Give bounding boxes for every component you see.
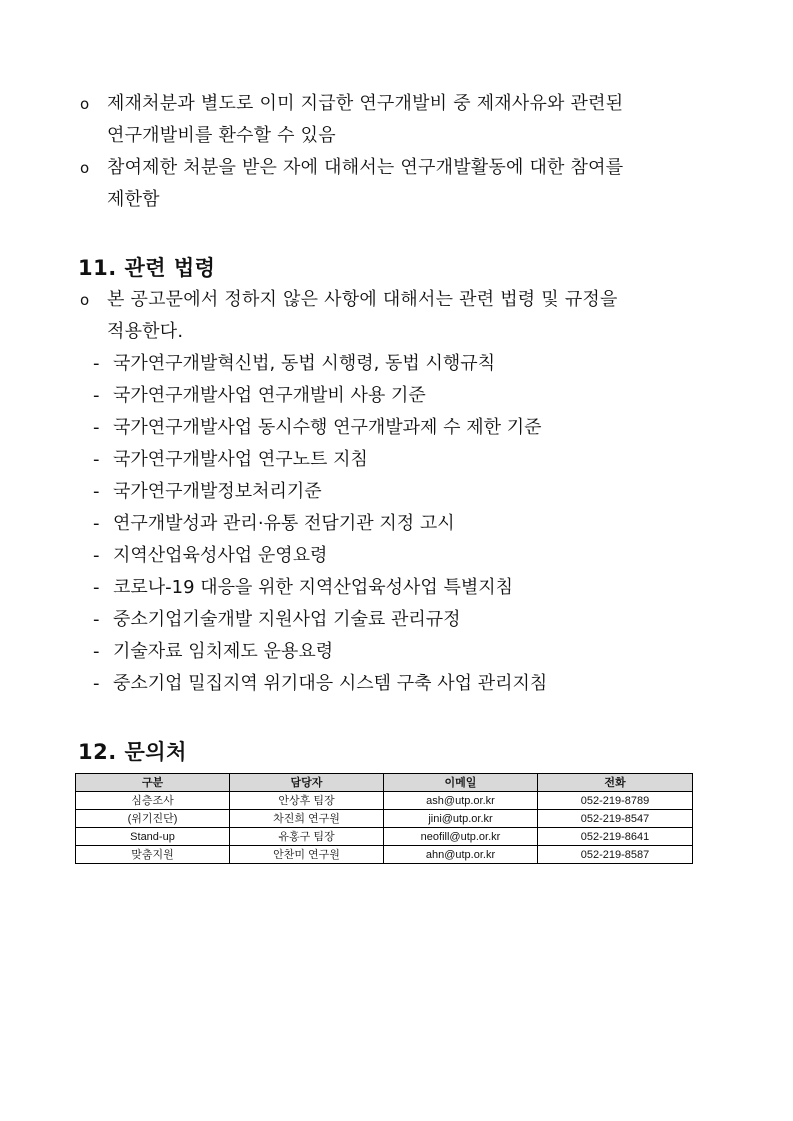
law-item: - 국가연구개발사업 연구노트 지침 [93,449,368,470]
law-item: - 기술자료 임치제도 운용요령 [93,641,334,662]
bullet-text [107,88,720,152]
bullet-line: 제한함 [107,189,160,210]
header-phone: 전화 [538,774,693,792]
person-cell: 차진희 연구원 [230,810,384,828]
table-row [76,846,693,864]
bullet-mark: ο [80,291,90,309]
header-person: 담당자 [230,774,384,792]
email-cell: neofill@utp.or.kr [384,828,538,846]
category-cell: 심층조사 [76,792,230,810]
phone-cell: 052-219-8641 [538,828,693,846]
law-item: - 지역산업육성사업 운영요령 [93,545,328,566]
law-item: - 국가연구개발혁신법, 동법 시행령, 동법 시행규칙 [93,353,496,374]
bullet-text [107,284,720,348]
law-item: - 중소기업 밀집지역 위기대응 시스템 구축 사업 관리지침 [93,673,548,694]
table-row [76,792,693,810]
bullet-line: 참여제한 처분을 받은 자에 대해서는 연구개발활동에 대한 참여를 [107,157,624,178]
person-cell: 유홍구 팀장 [230,828,384,846]
category-cell: Stand-up [76,828,230,846]
table-row [76,810,693,828]
category-cell: 맞춤지원 [76,846,230,864]
bullet-mark: ο [80,95,90,113]
email-cell: ash@utp.or.kr [384,792,538,810]
header-email: 이메일 [384,774,538,792]
person-cell: 안찬미 연구원 [230,846,384,864]
bullet-text [107,152,720,216]
phone-cell: 052-219-8547 [538,810,693,828]
person-cell: 안상후 팀장 [230,792,384,810]
phone-cell: 052-219-8587 [538,846,693,864]
category-cell: (위기진단) [76,810,230,828]
bullet-line: 적용한다. [107,321,184,342]
table-header-row [76,774,693,792]
section-11-title: 11. 관련 법령 [78,256,216,280]
bullet-line: 연구개발비를 환수할 수 있음 [107,125,336,146]
bullet-mark: ο [80,159,90,177]
law-item: - 국가연구개발사업 동시수행 연구개발과제 수 제한 기준 [93,417,542,438]
section-12-title: 12. 문의처 [78,740,187,764]
law-item: - 코로나-19 대응을 위한 지역산업육성사업 특별지침 [93,577,514,598]
law-item: - 연구개발성과 관리·유통 전담기관 지정 고시 [93,513,455,534]
header-category: 구분 [76,774,230,792]
bullet-line: 제재처분과 별도로 이미 지급한 연구개발비 중 제재사유와 관련된 [107,93,624,114]
law-item: - 국가연구개발사업 연구개발비 사용 기준 [93,385,426,406]
email-cell: ahn@utp.or.kr [384,846,538,864]
contact-table [75,773,693,864]
table-row [76,828,693,846]
email-cell: jini@utp.or.kr [384,810,538,828]
law-item: - 국가연구개발정보처리기준 [93,481,322,502]
phone-cell: 052-219-8789 [538,792,693,810]
bullet-line: 본 공고문에서 정하지 않은 사항에 대해서는 관련 법령 및 규정을 [107,289,618,310]
law-item: - 중소기업기술개발 지원사업 기술료 관리규정 [93,609,461,630]
